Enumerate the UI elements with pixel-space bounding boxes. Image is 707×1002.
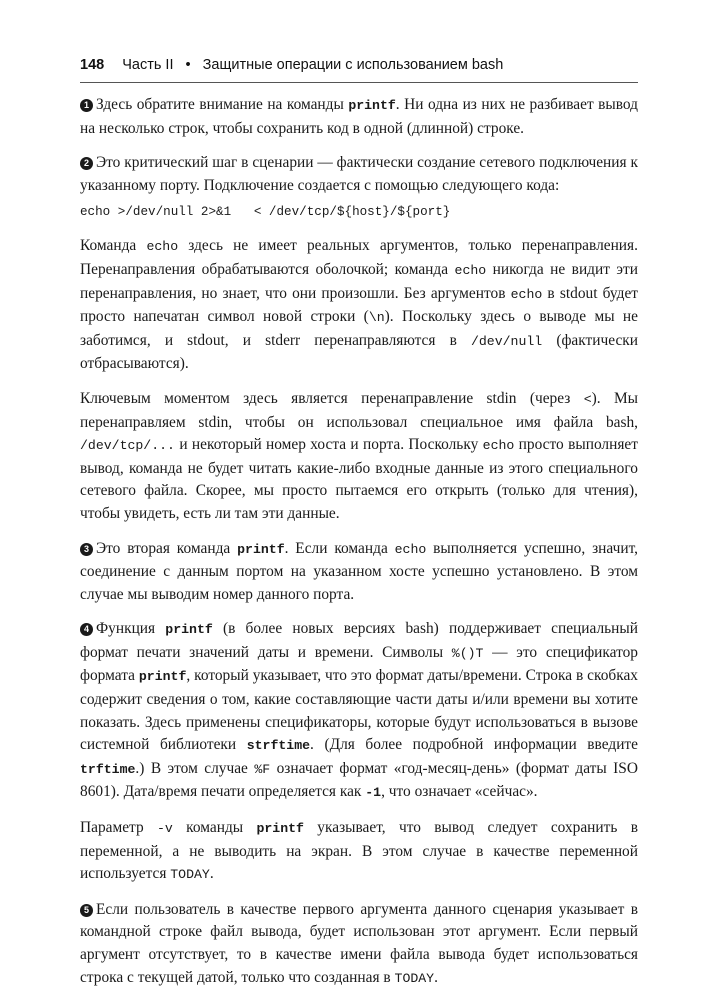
part-label: Часть II <box>122 57 174 73</box>
callout-marker-5: 5 <box>80 904 93 917</box>
text: . Если команда <box>284 539 395 557</box>
text: (в более новых версиях bash) поддерживает специальный формат печати значений даты и времени. Символы <box>80 620 638 661</box>
inline-code: < <box>583 391 592 407</box>
callout-marker-4: 4 <box>80 623 93 636</box>
paragraph <box>80 388 638 526</box>
paragraph <box>80 817 638 887</box>
chapter-title: Защитные операции с использованием bash <box>202 57 504 73</box>
inline-code: echo <box>146 239 179 255</box>
text: Если пользователь в качестве первого аргумента данного сценария указывает в командной строке файл вывода, будет использован этот аргумент. Если первый аргумент отсутствует, то в качестве имени файла вывода будет использоваться строка с текущей датой, только что созданная в <box>80 900 638 986</box>
text: . <box>434 968 438 986</box>
inline-code: TODAY <box>394 970 435 986</box>
inline-code: strftime <box>246 738 311 754</box>
text: (фактически отбрасываются). <box>80 331 638 373</box>
text: указывает, что вывод следует сохранить в переменной, а не выводить на экран. В этом случае в качестве переменной используется <box>80 819 639 883</box>
text: здесь не имеет реальных аргументов, только перенаправления. Перенаправления обрабатываются оболочкой; команда <box>80 237 638 278</box>
text: команды <box>172 819 257 837</box>
header-bullet: • <box>185 57 191 73</box>
inline-code: echo <box>394 541 427 557</box>
code-block: echo >/dev/null 2>&1 < /dev/tcp/${host}/${port} <box>80 205 451 220</box>
callout-marker-3: 3 <box>80 543 93 556</box>
text: Это критический шаг в сценарии — фактически создание сетевого подключения к указанному порту. Подключение создается с помощью следующего кода: <box>80 154 638 194</box>
text: Функция <box>96 620 166 638</box>
text: означает формат «год-месяц-день» (формат даты ISO 8601). Дата/время печати определяется как <box>80 759 638 801</box>
text: . <box>209 865 214 883</box>
paragraph-callout-3 <box>80 538 638 607</box>
text: просто выполняет вывод, команда не будет читать какие-либо входные данные из этого специального сетевого файла. Скорее, мы просто пытаемся его открыть (только для чтения), чтобы увидеть, есть ли там эти данные. <box>80 436 638 522</box>
text: и некоторый номер хоста и порта. Поскольку <box>174 436 483 454</box>
text: , который указывает, что это формат даты/времени. Строка в скобках содержит сведения о том, какие составляющие части даты и/или времени вы хотите показать. Здесь применены спецификаторы, которые будут использоваться в вызове системной библиотеки <box>80 667 639 754</box>
text: ). Поскольку здесь о выводе мы не заботимся, и stdout, и stderr перенаправляются в <box>80 308 638 349</box>
text: Команда <box>80 237 147 255</box>
inline-code: printf <box>348 98 396 113</box>
text: ). Мы перенаправляем stdin, чтобы он использовал специальное имя файла bash, <box>80 389 638 431</box>
inline-code: printf <box>237 541 285 557</box>
text: .) В этом случае <box>135 759 255 777</box>
inline-code: /dev/null <box>470 333 543 349</box>
paragraph-callout-5 <box>80 899 638 990</box>
inline-code: -1 <box>365 785 382 801</box>
page-number: 148 <box>80 57 105 73</box>
inline-code: echo <box>510 286 543 302</box>
inline-code: printf <box>165 622 213 638</box>
header-rule <box>80 82 638 83</box>
text: никогда не видит эти перенаправления, но знает, что они произошли. Без аргументов <box>80 260 638 302</box>
text: Здесь обратите внимание на команды <box>96 96 349 113</box>
page-body <box>80 94 638 1002</box>
inline-code: %()T <box>451 645 484 661</box>
inline-code: %F <box>254 761 271 777</box>
callout-marker-1: 1 <box>80 99 93 112</box>
inline-code: TODAY <box>170 867 210 883</box>
text: Параметр <box>80 819 157 837</box>
text: . (Для более подробной информации введите <box>310 736 638 754</box>
inline-code: -v <box>157 821 173 837</box>
inline-code: echo <box>482 438 515 454</box>
text: выполняется успешно, значит, соединение с данным портом на указанном хосте успешно установлено. В этом случае мы выводим номер данного порта. <box>80 539 638 603</box>
inline-code: printf <box>256 821 304 837</box>
paragraph-callout-1 <box>80 94 638 140</box>
text: Это вторая команда <box>96 539 238 557</box>
callout-marker-2: 2 <box>80 157 93 170</box>
text: — это спецификатор формата <box>80 643 638 685</box>
inline-code: \n <box>368 310 385 326</box>
inline-code: printf <box>138 669 187 685</box>
inline-code: trftime <box>80 761 136 777</box>
text: . Ни одна из них не разбивает вывод на несколько строк, чтобы сохранить код в одной (длинной) строке. <box>80 96 638 137</box>
paragraph-callout-2 <box>80 152 638 197</box>
text: в stdout будет просто напечатан символ новой строки ( <box>80 284 639 326</box>
inline-code: /dev/tcp/... <box>80 438 175 454</box>
inline-code: echo <box>454 262 487 278</box>
running-header <box>80 57 640 79</box>
text: , что означает «сейчас». <box>381 783 538 801</box>
paragraph <box>80 235 638 376</box>
paragraph-callout-4 <box>80 618 638 805</box>
text: Ключевым моментом здесь является перенаправление stdin (через <box>80 389 584 407</box>
